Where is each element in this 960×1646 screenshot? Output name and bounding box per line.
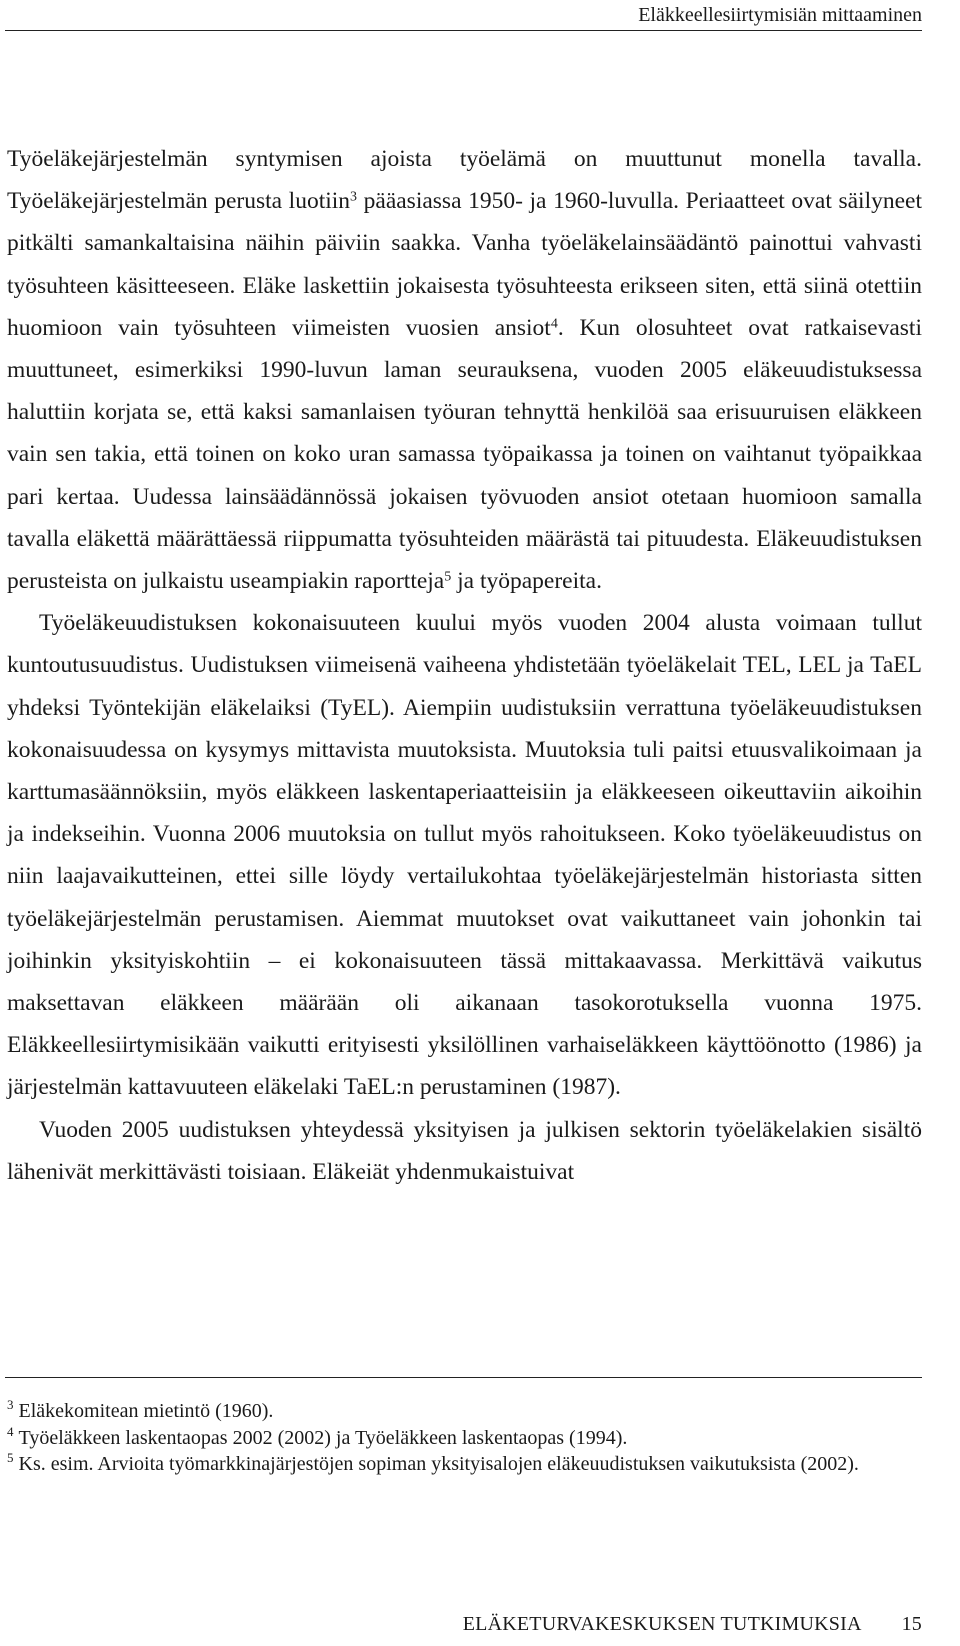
main-text (7, 138, 922, 1193)
footnote-text: Työeläkkeen laskentaopas 2002 (2002) ja Työeläkkeen laskentaopas (1994). (18, 1426, 628, 1449)
page-number: 15 (901, 1613, 922, 1635)
running-foot (463, 1611, 922, 1637)
footnote-3 (7, 1398, 922, 1425)
footnote-ref-3[interactable]: 3 (350, 189, 358, 205)
footnote-5 (7, 1451, 922, 1478)
paragraph-1-text-a: Työeläkejärjestelmän syntymisen ajoista työelämä on muuttunut monella tavalla. Työeläkejärjestelmän perusta luotiin (7, 146, 922, 215)
footnote-text: Eläkekomitean mietintö (1960). (18, 1400, 274, 1422)
paragraph-1-text-c: . Kun olosuhteet ovat ratkaisevasti muuttuneet, esimerkiksi 1990-luvun laman seurauksena, vuoden 2005 eläkeuudistuksessa haluttiin korjata se, että kaksi samanlaisen työuran tehnyttä henkilöä saa erisuuruisen eläkkeen vain sen takia, että toinen on koko uran samassa työpaikassa ja toinen on vaihtanut työpaikkaa pari kertaa. Uudessa lainsäädännössä jokaisen työvuoden ansiot otetaan huomioon samalla tavalla eläkettä määrättäessä riippumatta työsuhteiden määrästä tai pituudesta. Eläkeuudistuksen perusteista on julkaistu useampiakin raportteja (7, 314, 922, 595)
footnote-ref-4[interactable]: 4 (550, 316, 558, 332)
footnote-ref-5[interactable]: 5 (444, 569, 452, 585)
footnote-number: 4 (7, 1423, 14, 1439)
paragraph-1-text-b: pääasiassa 1950- ja 1960-luvulla. Periaatteet ovat säilyneet pitkälti samankaltaisina näihin päiviin saakka. Vanha työeläkelainsäädäntö painottui vahvasti työsuhteen käsitteeseen. Eläke laskettiin jokaisesta työsuhteesta erikseen siten, että siinä otettiin huomioon vain työsuhteen viimeisten vuosien ansiot (7, 188, 922, 341)
header-rule (5, 30, 922, 31)
footnote-rule (5, 1377, 922, 1378)
footnote-text: Ks. esim. Arvioita työmarkkinajärjestöjen sopiman yksityisalojen eläkeuudistuksen vaikutuksista (2002). (18, 1453, 859, 1475)
footnote-number: 3 (7, 1397, 14, 1413)
footnote-4 (7, 1425, 922, 1452)
footnote-number: 5 (7, 1450, 14, 1466)
footnotes (7, 1398, 922, 1478)
paragraph-1 (7, 138, 922, 602)
series-title: ELÄKETURVAKESKUKSEN TUTKIMUKSIA (462, 1613, 862, 1635)
paragraph-3: Vuoden 2005 uudistuksen yhteydessä yksityisen ja julkisen sektorin työeläkelakien sisältö lähenivät merkittävästi toisiaan. Eläkeiät yhdenmukaistuivat (7, 1116, 922, 1185)
paragraph-1-text-d: ja työpapereita. (451, 568, 602, 595)
paragraph-2: Työeläkeuudistuksen kokonaisuuteen kuului myös vuoden 2004 alusta voimaan tullut kuntoutusuudistus. Uudistuksen viimeisenä vaiheena yhdistetään työeläkelait TEL, LEL ja TaEL yhdeksi Työntekijän eläkelaiksi (TyEL). Aiempiin uudistuksiin verrattuna työeläkeuudistuksen kokonaisuudessa on kysymys mittavista muutoksista. Muutoksia tuli paitsi etuusvalikoimaan ja karttumasäännöksiin, myös eläkkeen laskentaperiaatteisiin ja eläkkeeseen oikeuttaviin aikoihin ja indekseihin. Vuonna 2006 muutoksia on tullut myös rahoitukseen. Koko työeläkeuudistus on niin laajavaikutteinen, ettei sille löydy vertailukohtaa työeläkejärjestelmän historiasta sitten työeläkejärjestelmän perustamisen. Aiemmat muutokset ovat vaikuttaneet vain johonkin tai joihinkin yksityiskohtiin – ei kokonaisuuteen tässä mittakaavassa. Merkittävä vaikutus maksettavan eläkkeen määrään oli aikanaan tasokorotuksella vuonna 1975. Eläkkeellesiirtymisikään vaikutti erityisesti yksilöllinen varhaiseläkkeen käyttöönotto (1986) ja järjestelmän kattavuuteen eläkelaki TaEL:n perustaminen (1987). (7, 610, 922, 1101)
running-head: Eläkkeellesiirtymisiän mittaaminen (638, 4, 922, 26)
